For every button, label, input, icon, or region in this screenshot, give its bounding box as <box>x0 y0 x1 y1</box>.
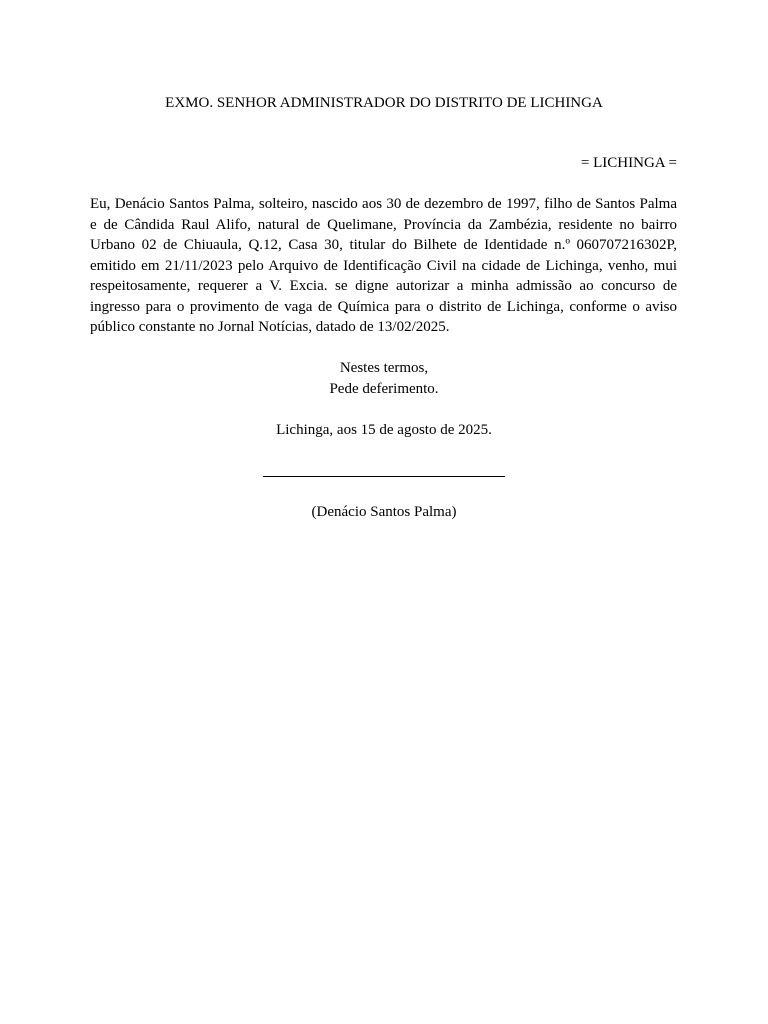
signer-name: (Denácio Santos Palma) <box>311 504 457 520</box>
closing-block <box>0 358 768 399</box>
closing-line-terms: Nestes termos, <box>339 360 429 376</box>
addressee-heading: EXMO. SENHOR ADMINISTRADOR DO DISTRITO DE LICHINGA <box>165 95 603 111</box>
city-heading: = LICHINGA = <box>580 155 677 171</box>
place-and-date: Lichinga, aos 15 de agosto de 2025. <box>276 422 492 438</box>
closing-line-request: Pede deferimento. <box>329 380 439 397</box>
signature-line <box>263 476 505 477</box>
request-body-paragraph: Eu, Denácio Santos Palma, solteiro, nascido aos 30 de dezembro de 1997, filho de Santos Palma e de Cândida Raul Alifo, natural de Quelimane, Província da Zambézia, residente no bairro Urbano 02 de Chiuaula, Q.12, Casa 30, titular do Bilhete de Identidade n.º 060707216302P, emitido em 21/11/2023 pelo Arquivo de Identificação Civil na cidade de Lichinga, venho, mui respeitosamente, requerer a V. Excia. se digne autorizar a minha admissão ao concurso de ingresso para o provimento de vaga de Química para o distrito de Lichinga, conforme o aviso público constante no Jornal Notícias, datado de 13/02/2025. <box>90 196 677 335</box>
